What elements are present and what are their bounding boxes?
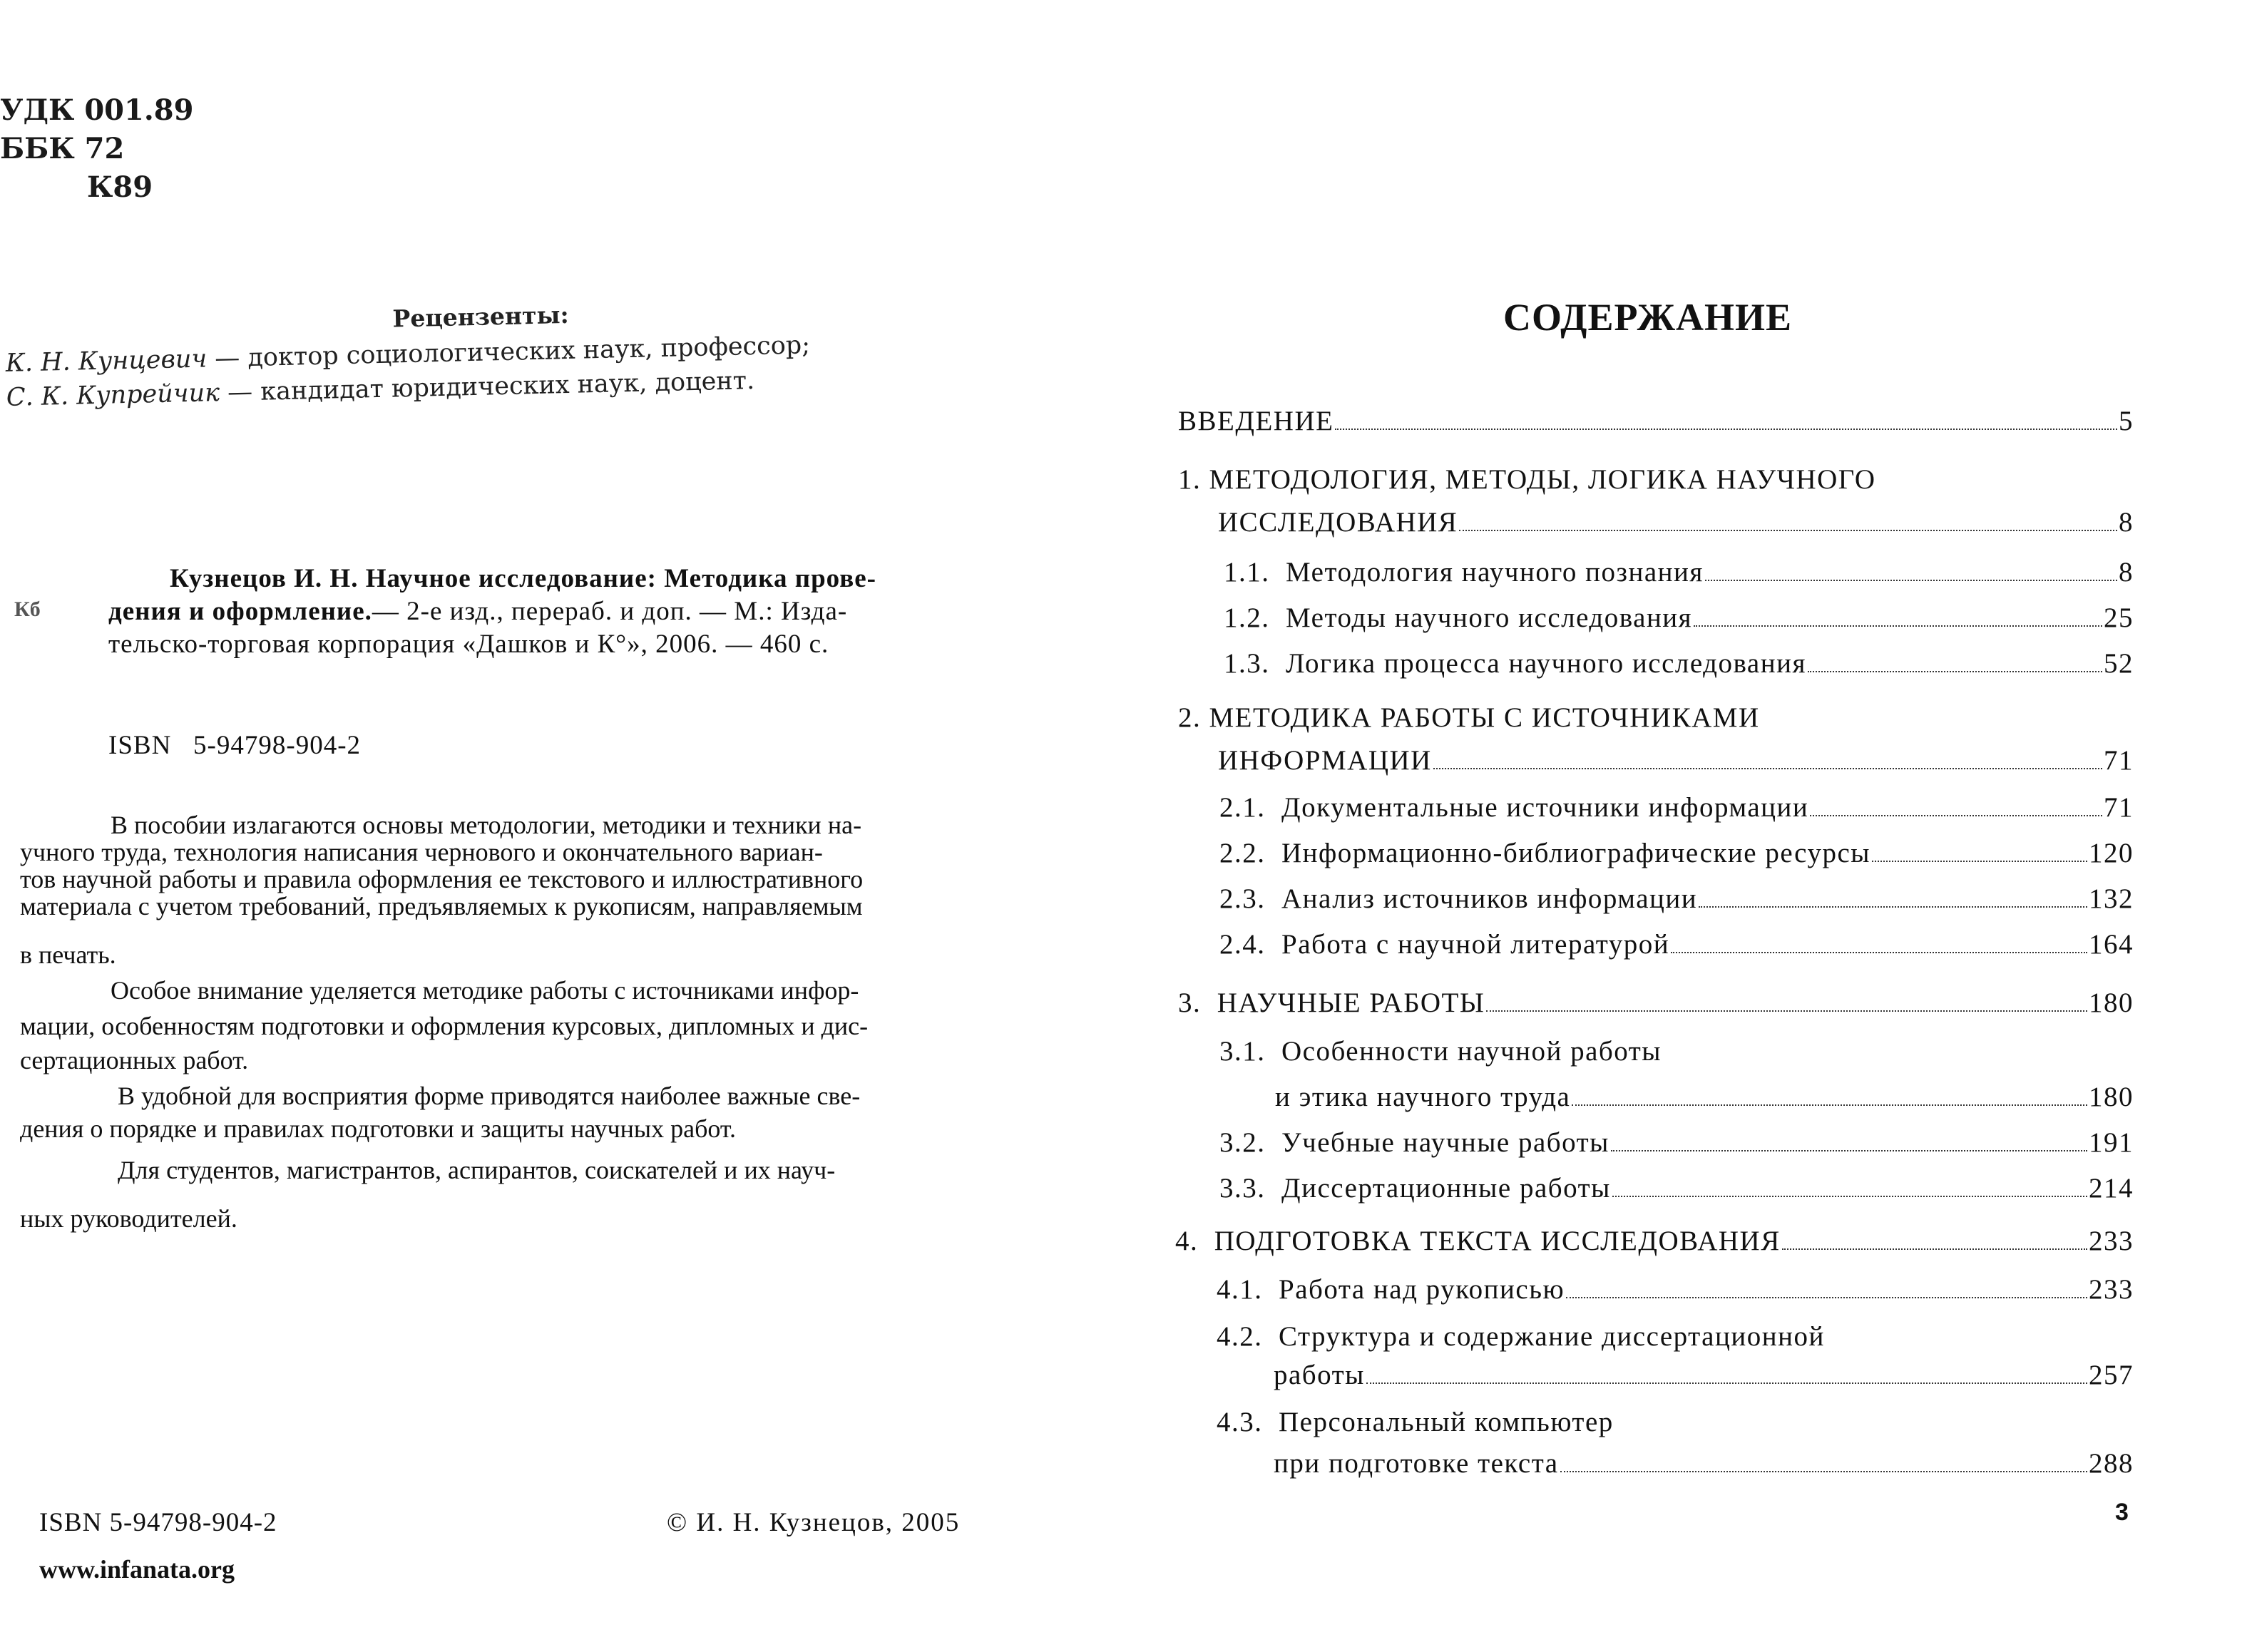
leader-dots bbox=[1335, 428, 2117, 430]
reviewer-1-name: К. Н. Кунцевич bbox=[5, 344, 208, 378]
toc-entry-chapter-3[interactable] bbox=[1178, 987, 2134, 1019]
toc-page-number: 233 bbox=[2089, 1226, 2134, 1256]
toc-entry-chapter-2[interactable] bbox=[1218, 744, 2134, 776]
toc-entry-title: при подготовке текста bbox=[1274, 1448, 1559, 1479]
toc-page-number: 214 bbox=[2089, 1173, 2134, 1204]
leader-dots bbox=[1433, 767, 2102, 769]
toc-entry-title: 1.2. Методы научного исследования bbox=[1224, 602, 1693, 633]
annotation-line: ных руководителей. bbox=[20, 1204, 237, 1233]
biblio-edition: — 2-е изд., перераб. и доп. — М.: Изда- bbox=[372, 597, 848, 626]
toc-page-number: 5 bbox=[2119, 406, 2134, 436]
leader-dots bbox=[1486, 1010, 2087, 1012]
toc-entry-title: ИССЛЕДОВАНИЯ bbox=[1218, 507, 1458, 538]
annotation-line: В удобной для восприятия форме приводятся наиболее важные све- bbox=[118, 1082, 861, 1110]
page-number: 3 bbox=[2115, 1499, 2129, 1526]
toc-page-number: 164 bbox=[2089, 929, 2134, 960]
toc-entry-2-4[interactable] bbox=[1219, 928, 2134, 960]
toc-entry-title: 3.2. Учебные научные работы bbox=[1219, 1127, 1609, 1158]
toc-entry-1-2[interactable] bbox=[1224, 602, 2134, 634]
classification-codes bbox=[0, 91, 193, 207]
toc-page-number: 120 bbox=[2089, 838, 2134, 868]
leader-dots bbox=[1560, 1470, 2087, 1472]
toc-page-number: 132 bbox=[2089, 883, 2134, 914]
toc-entry-4-3-heading[interactable]: 4.3. Персональный компьютер bbox=[1217, 1407, 1614, 1437]
toc-entry-title: 4.1. Работа над рукописью bbox=[1217, 1274, 1565, 1305]
leader-dots bbox=[1872, 860, 2087, 862]
biblio-line-3: тельско-торговая корпорация «Дашков и К°», 2006. — 460 с. bbox=[108, 630, 829, 659]
leader-dots bbox=[1611, 1149, 2087, 1151]
toc-entry-title: 3. НАУЧНЫЕ РАБОТЫ bbox=[1178, 987, 1485, 1018]
leader-dots bbox=[1566, 1296, 2087, 1298]
toc-page-number: 257 bbox=[2089, 1360, 2134, 1390]
leader-dots bbox=[1808, 670, 2102, 672]
leader-dots bbox=[1612, 1195, 2087, 1197]
copyright-notice: © И. Н. Кузнецов, 2005 bbox=[667, 1508, 961, 1537]
reviewer-1-title: — доктор социологических наук, профессор; bbox=[206, 331, 811, 374]
udk-code: УДК 001.89 bbox=[0, 93, 194, 127]
toc-entry-chapter-4[interactable] bbox=[1175, 1225, 2134, 1257]
toc-entry-title: 2.2. Информационно-библиографические ресурсы bbox=[1219, 838, 1870, 868]
reviewers-title: Рецензенты: bbox=[392, 300, 570, 333]
toc-entry-title: 1.1. Методология научного познания bbox=[1224, 557, 1704, 588]
annotation-line: мации, особенностям подготовки и оформления курсовых, дипломных и дис- bbox=[20, 1012, 869, 1040]
biblio-author-title: Кузнецов И. Н. Научное исследование: Методика прове- bbox=[170, 564, 876, 593]
toc-page-number: 191 bbox=[2089, 1127, 2134, 1158]
toc-entry-4-3[interactable] bbox=[1274, 1447, 2134, 1479]
leader-dots bbox=[1572, 1104, 2087, 1106]
toc-entry-4-2[interactable] bbox=[1274, 1359, 2134, 1391]
toc-page-number: 8 bbox=[2119, 507, 2134, 538]
toc-entry-4-1[interactable] bbox=[1217, 1273, 2134, 1305]
website-link[interactable]: www.infanata.org bbox=[39, 1555, 235, 1584]
toc-entry-3-3[interactable] bbox=[1219, 1172, 2134, 1204]
toc-page-number: 180 bbox=[2089, 987, 2134, 1018]
annotation-line: Для студентов, магистрантов, аспирантов, соискателей и их науч- bbox=[118, 1156, 836, 1184]
isbn-top: ISBN 5-94798-904-2 bbox=[108, 731, 362, 760]
toc-entry-3-2[interactable] bbox=[1219, 1127, 2134, 1159]
toc-chapter-2-heading[interactable]: 2. МЕТОДИКА РАБОТЫ С ИСТОЧНИКАМИ bbox=[1178, 702, 1760, 733]
toc-entry-title: ВВЕДЕНИЕ bbox=[1178, 406, 1334, 436]
annotation-line: материала с учетом требований, предъявляемых к рукописям, направляемым bbox=[20, 892, 863, 920]
toc-entry-chapter-1[interactable] bbox=[1218, 506, 2134, 538]
toc-page-number: 71 bbox=[2104, 745, 2134, 776]
toc-entry-title: 4. ПОДГОТОВКА ТЕКСТА ИССЛЕДОВАНИЯ bbox=[1175, 1226, 1781, 1256]
toc-entry-2-3[interactable] bbox=[1219, 883, 2134, 915]
toc-entry-4-2-heading[interactable]: 4.2. Структура и содержание диссертационной bbox=[1217, 1321, 1825, 1352]
toc-entry-title: 2.3. Анализ источников информации bbox=[1219, 883, 1698, 914]
author-mark: К89 bbox=[87, 170, 153, 204]
annotation-line: В пособии излагаются основы методологии, методики и техники на- bbox=[111, 811, 862, 839]
toc-entry-1-1[interactable] bbox=[1224, 556, 2134, 588]
annotation-line: сертационных работ. bbox=[20, 1046, 249, 1074]
isbn-bottom: ISBN 5-94798-904-2 bbox=[39, 1508, 277, 1537]
leader-dots bbox=[1671, 951, 2087, 953]
toc-entry-title: 1.3. Логика процесса научного исследования bbox=[1224, 648, 1806, 679]
annotation-line: дения о порядке и правилах подготовки и защиты научных работ. bbox=[20, 1114, 736, 1143]
toc-entry-2-2[interactable] bbox=[1219, 837, 2134, 869]
reviewer-2-name: С. К. Купрейчик bbox=[6, 379, 220, 412]
toc-page-number: 8 bbox=[2119, 557, 2134, 588]
leader-dots bbox=[1366, 1382, 2087, 1384]
toc-page-number: 71 bbox=[2104, 792, 2134, 823]
toc-entry-title: 2.4. Работа с научной литературой bbox=[1219, 929, 1670, 960]
toc-page-number: 233 bbox=[2089, 1274, 2134, 1305]
leader-dots bbox=[1699, 905, 2087, 908]
toc-entry-title: работы bbox=[1274, 1360, 1365, 1390]
toc-entry-2-1[interactable] bbox=[1219, 791, 2134, 824]
biblio-line-2 bbox=[108, 596, 847, 627]
stray-mark: Кб bbox=[14, 597, 41, 621]
toc-page-number: 288 bbox=[2089, 1448, 2134, 1479]
toc-entry-title: и этика научного труда bbox=[1275, 1082, 1571, 1112]
toc-entry-title: 3.3. Диссертационные работы bbox=[1219, 1173, 1611, 1204]
toc-entry-title: ИНФОРМАЦИИ bbox=[1218, 745, 1432, 776]
leader-dots bbox=[1705, 579, 2117, 581]
toc-page-number: 25 bbox=[2104, 602, 2134, 633]
leader-dots bbox=[1810, 814, 2102, 816]
annotation-line: Особое внимание уделяется методике работы с источниками инфор- bbox=[111, 976, 859, 1005]
toc-chapter-1-heading[interactable]: 1. МЕТОДОЛОГИЯ, МЕТОДЫ, ЛОГИКА НАУЧНОГО bbox=[1178, 464, 1876, 495]
annotation-line: учного труда, технология написания чернового и окончательного вариан- bbox=[20, 838, 823, 866]
toc-entry-intro[interactable] bbox=[1178, 405, 2134, 437]
biblio-title-end: дения и оформление. bbox=[108, 597, 372, 626]
annotation-line: тов научной работы и правила оформления ее текстового и иллюстративного bbox=[20, 865, 864, 893]
leader-dots bbox=[1459, 529, 2117, 531]
toc-entry-title: 2.1. Документальные источники информации bbox=[1219, 792, 1809, 823]
reviewer-2-title: — кандидат юридических наук, доцент. bbox=[219, 366, 755, 408]
toc-page-number: 180 bbox=[2089, 1082, 2134, 1112]
leader-dots bbox=[1782, 1248, 2087, 1250]
toc-entry-3-1[interactable] bbox=[1275, 1081, 2134, 1113]
biblio-line-1 bbox=[170, 563, 876, 594]
toc-page-number: 52 bbox=[2104, 648, 2134, 679]
leader-dots bbox=[1694, 625, 2102, 627]
annotation-line: в печать. bbox=[20, 940, 116, 969]
toc-entry-1-3[interactable] bbox=[1224, 647, 2134, 679]
page-title: СОДЕРЖАНИЕ bbox=[1503, 296, 1792, 339]
toc-entry-3-1-heading[interactable]: 3.1. Особенности научной работы bbox=[1219, 1036, 1662, 1067]
bbk-code: ББК 72 bbox=[0, 132, 125, 165]
